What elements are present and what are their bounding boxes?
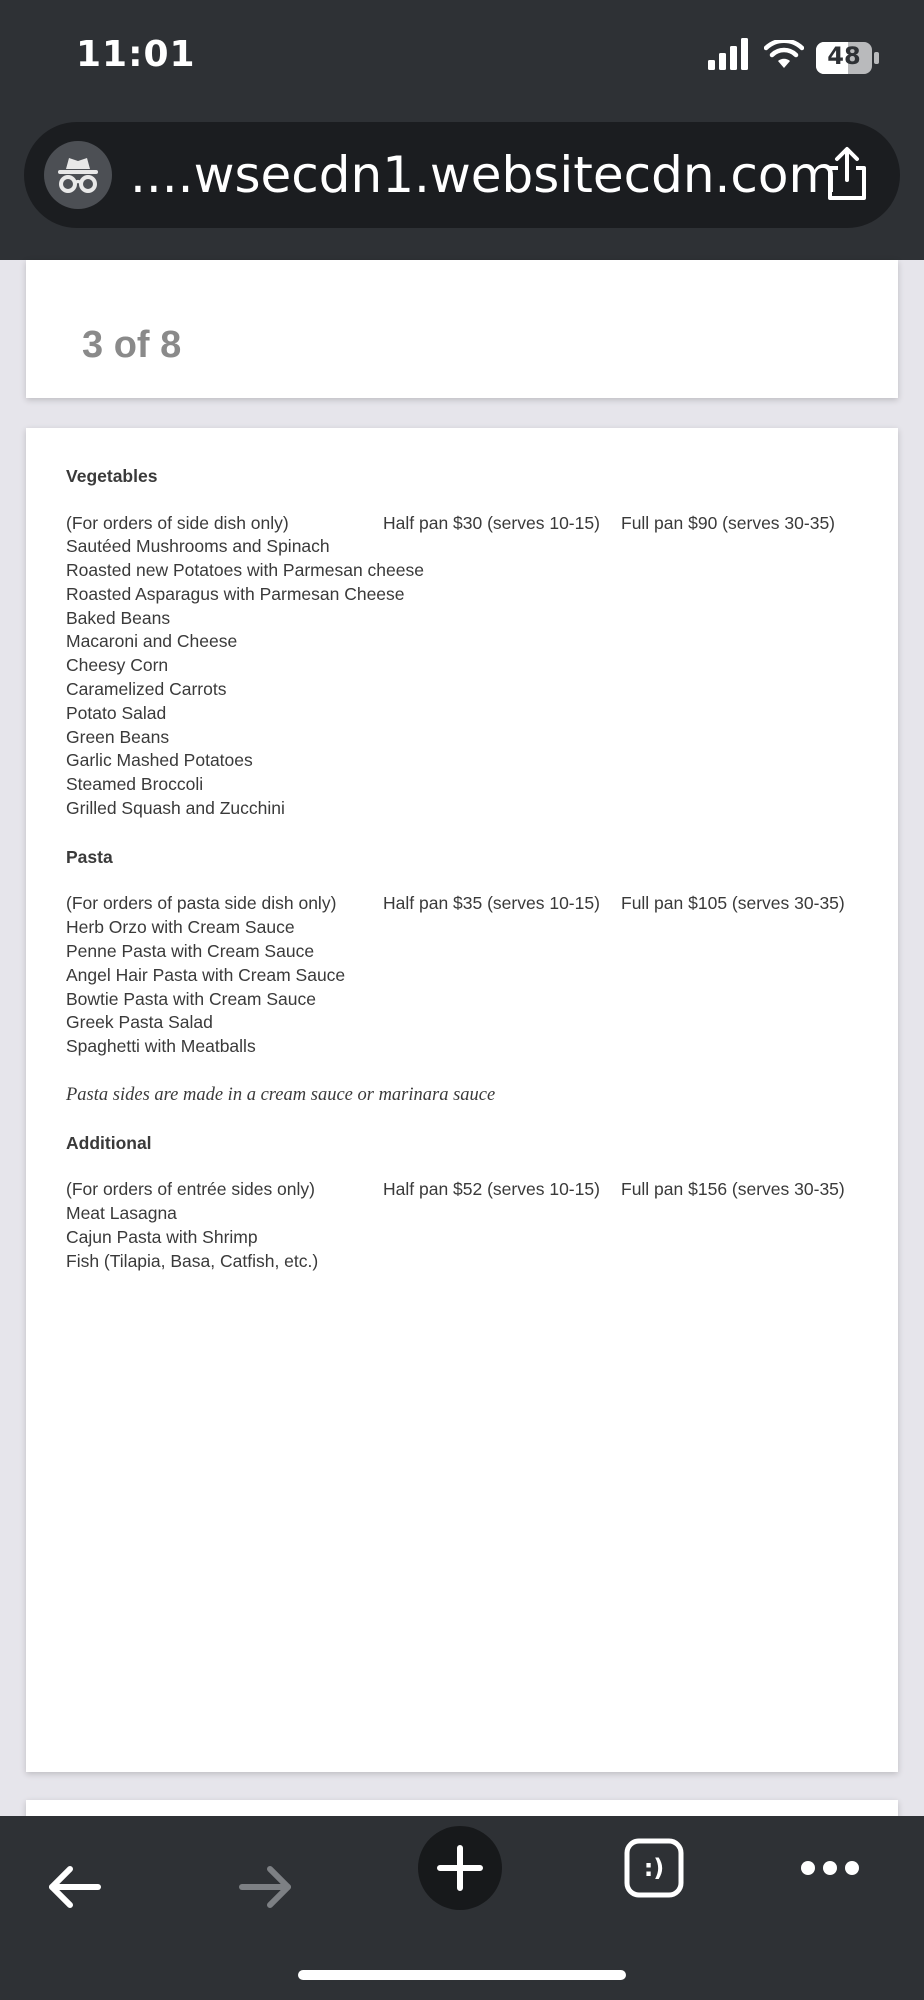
price-header-row <box>66 512 886 536</box>
browser-top-bar <box>0 0 924 260</box>
plus-icon <box>436 1844 484 1892</box>
url-text[interactable]: ....wsecdn1.websitecdn.com <box>130 146 838 204</box>
list-item: Sautéed Mushrooms and Spinach <box>66 536 330 557</box>
list-item: Fish (Tilapia, Basa, Catfish, etc.) <box>66 1250 319 1271</box>
home-indicator[interactable] <box>298 1970 626 1980</box>
battery-level: 48 <box>827 42 861 70</box>
more-options-icon[interactable] <box>800 1858 860 1878</box>
half-pan-price: Half pan $30 (serves 10-15) <box>383 512 600 533</box>
list-item: Roasted new Potatoes with Parmesan cheese <box>66 560 424 581</box>
cellular-signal-icon <box>708 38 752 70</box>
full-pan-price: Full pan $156 (serves 30-35) <box>621 1179 845 1200</box>
wifi-icon <box>764 40 804 70</box>
list-item: Penne Pasta with Cream Sauce <box>66 940 315 961</box>
section-title-additional: Additional <box>66 1132 152 1153</box>
list-item: Baked Beans <box>66 607 171 628</box>
list-item: Roasted Asparagus with Parmesan Cheese <box>66 583 405 604</box>
incognito-icon <box>56 155 100 195</box>
pasta-sauce-note: Pasta sides are made in a cream sauce or marinara sauce <box>66 1084 496 1105</box>
list-item: Green Beans <box>66 726 170 747</box>
address-bar[interactable] <box>24 122 900 228</box>
pdf-page <box>26 428 898 1772</box>
list-item: Cajun Pasta with Shrimp <box>66 1227 258 1248</box>
tab-switcher-label[interactable]: :) <box>643 1854 665 1882</box>
forward-arrow-icon[interactable] <box>236 1862 296 1912</box>
list-item: Cheesy Corn <box>66 655 169 676</box>
new-tab-button[interactable] <box>418 1826 502 1910</box>
list-item: Greek Pasta Salad <box>66 1012 213 1033</box>
full-pan-price: Full pan $90 (serves 30-35) <box>621 512 835 533</box>
half-pan-price: Half pan $52 (serves 10-15) <box>383 1179 600 1200</box>
menu-content <box>66 464 886 1274</box>
list-item: Grilled Squash and Zucchini <box>66 798 285 819</box>
list-item: Garlic Mashed Potatoes <box>66 750 253 771</box>
list-item: Angel Hair Pasta with Cream Sauce <box>66 964 346 985</box>
order-note: (For orders of pasta side dish only) <box>66 893 337 914</box>
order-note: (For orders of side dish only) <box>66 512 289 533</box>
list-item: Bowtie Pasta with Cream Sauce <box>66 988 316 1009</box>
order-note: (For orders of entrée sides only) <box>66 1179 315 1200</box>
list-item: Steamed Broccoli <box>66 774 204 795</box>
full-pan-price: Full pan $105 (serves 30-35) <box>621 893 845 914</box>
status-time: 11:01 <box>76 34 196 75</box>
page-indicator: 3 of 8 <box>82 324 182 366</box>
list-item: Macaroni and Cheese <box>66 631 238 652</box>
status-icons <box>708 38 878 78</box>
share-icon[interactable] <box>822 146 872 202</box>
price-header-row <box>66 892 886 916</box>
incognito-button[interactable] <box>44 141 112 209</box>
back-arrow-icon[interactable] <box>44 1862 104 1912</box>
half-pan-price: Half pan $35 (serves 10-15) <box>383 893 600 914</box>
price-header-row <box>66 1178 886 1202</box>
list-item: Spaghetti with Meatballs <box>66 1036 256 1057</box>
list-item: Caramelized Carrots <box>66 679 227 700</box>
section-title-pasta: Pasta <box>66 846 113 867</box>
section-title-vegetables: Vegetables <box>66 466 158 486</box>
list-item: Herb Orzo with Cream Sauce <box>66 917 295 938</box>
pdf-page-previous <box>26 260 898 398</box>
list-item: Meat Lasagna <box>66 1203 177 1224</box>
list-item: Potato Salad <box>66 702 167 723</box>
